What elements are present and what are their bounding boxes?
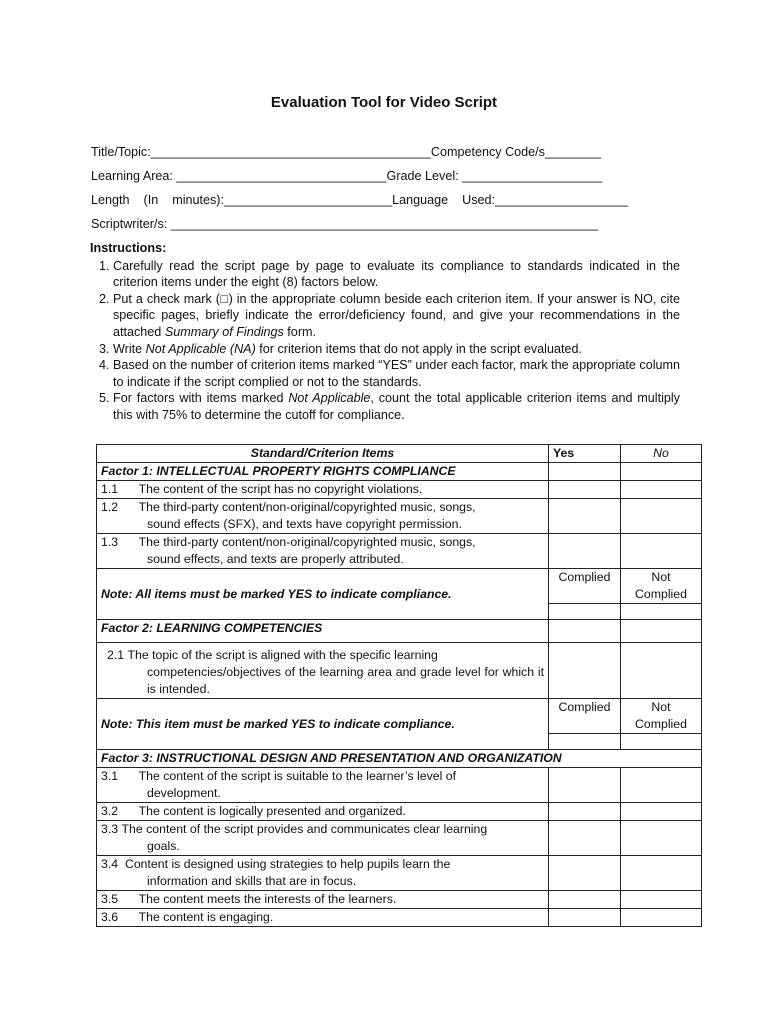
scriptwriter-field[interactable]: Scriptwriter/s: _____________________________________________________________: [91, 217, 599, 231]
complied-cell[interactable]: [549, 604, 621, 620]
table-row: [97, 803, 702, 821]
instruction-item: 3. Write Not Applicable (NA) for criterion items that do not apply in the script evaluated.: [113, 341, 680, 358]
table-row: [97, 499, 702, 534]
not-complied-label: Not Complied: [621, 569, 702, 604]
compliance-note: Note: All items must be marked YES to indicate compliance.: [97, 569, 549, 620]
table-row: [97, 856, 702, 891]
criterion-cell: 3.1 The content of the script is suitable to the learner’s level of development.: [97, 768, 549, 803]
document-title: Evaluation Tool for Video Script: [270, 94, 498, 111]
table-row: [97, 534, 702, 569]
yes-cell[interactable]: [549, 909, 621, 927]
no-cell[interactable]: [621, 909, 702, 927]
no-cell[interactable]: [621, 499, 702, 534]
table-row: [97, 891, 702, 909]
criterion-cell: 3.3 The content of the script provides and communicates clear learning goals.: [97, 821, 549, 856]
criterion-cell: 3.4 Content is designed using strategies to help pupils learn the information and skills that are in focus.: [97, 856, 549, 891]
instructions-section: [90, 240, 680, 424]
yes-cell[interactable]: [549, 821, 621, 856]
yes-cell[interactable]: [549, 856, 621, 891]
no-cell[interactable]: [621, 643, 702, 699]
criterion-cell: 1.1 The content of the script has no copyright violations.: [97, 481, 549, 499]
factor-title: Factor 2: LEARNING COMPETENCIES: [97, 620, 549, 643]
title-topic-field[interactable]: Title/Topic:________________________________________Competency Code/s________: [91, 145, 602, 159]
table-row: [97, 909, 702, 927]
yes-cell[interactable]: [549, 891, 621, 909]
factor-row: [97, 463, 702, 481]
yes-column-header: Yes: [549, 445, 621, 463]
table-row: [97, 481, 702, 499]
yes-cell[interactable]: [549, 768, 621, 803]
instruction-item: 5. For factors with items marked Not Applicable, count the total applicable criterion items and multiply this with 75% to determine the cutoff for compliance.: [113, 390, 680, 423]
complied-label: Complied: [549, 699, 621, 734]
note-row: [97, 699, 702, 734]
yes-cell[interactable]: [549, 534, 621, 569]
yes-cell[interactable]: [549, 463, 621, 481]
no-cell[interactable]: [621, 803, 702, 821]
criterion-cell: 3.5 The content meets the interests of the learners.: [97, 891, 549, 909]
no-cell[interactable]: [621, 821, 702, 856]
criterion-cell: 3.6 The content is engaging.: [97, 909, 549, 927]
factor-row: [97, 750, 702, 768]
learning-area-field[interactable]: Learning Area: ______________________________Grade Level: ____________________: [91, 169, 603, 183]
no-cell[interactable]: [621, 481, 702, 499]
table-row: [97, 821, 702, 856]
factor-row: [97, 620, 702, 643]
yes-cell[interactable]: [549, 803, 621, 821]
not-complied-cell[interactable]: [621, 604, 702, 620]
criterion-cell: 3.2 The content is logically presented and organized.: [97, 803, 549, 821]
length-language-field[interactable]: Length (In minutes):________________________Language Used:___________________: [91, 193, 629, 207]
yes-cell[interactable]: [549, 481, 621, 499]
criteria-column-header: Standard/Criterion Items: [97, 445, 549, 463]
note-row: [97, 569, 702, 604]
criterion-cell: 2.1 The topic of the script is aligned with the specific learning competencies/objectives of the learning area and grade level for which it is intended.: [97, 643, 549, 699]
no-cell[interactable]: [621, 620, 702, 643]
complied-cell[interactable]: [549, 734, 621, 750]
instructions-list: [90, 258, 680, 424]
criterion-cell: 1.3 The third-party content/non-original/copyrighted music, songs, sound effects, and texts are properly attributed.: [97, 534, 549, 569]
instruction-item: 1. Carefully read the script page by page to evaluate its compliance to standards indicated in the criterion items under the eight (8) factors below.: [113, 258, 680, 291]
not-complied-cell[interactable]: [621, 734, 702, 750]
instructions-heading: Instructions:: [90, 241, 167, 255]
no-column-header: No: [621, 445, 702, 463]
table-row: [97, 768, 702, 803]
yes-cell[interactable]: [549, 620, 621, 643]
criterion-cell: 1.2 The third-party content/non-original/copyrighted music, songs, sound effects (SFX), and texts have copyright permission.: [97, 499, 549, 534]
complied-label: Complied: [549, 569, 621, 604]
factor-title: Factor 3: INSTRUCTIONAL DESIGN AND PRESENTATION AND ORGANIZATION: [97, 750, 702, 768]
not-complied-label: Not Complied: [621, 699, 702, 734]
yes-cell[interactable]: [549, 643, 621, 699]
yes-cell[interactable]: [549, 499, 621, 534]
table-row: [97, 643, 702, 699]
no-cell[interactable]: [621, 534, 702, 569]
no-cell[interactable]: [621, 891, 702, 909]
instruction-item: 4. Based on the number of criterion items marked “YES” under each factor, mark the appropriate column to indicate if the script complied or not to the standards.: [113, 357, 680, 390]
factor-title: Factor 1: INTELLECTUAL PROPERTY RIGHTS COMPLIANCE: [97, 463, 549, 481]
no-cell[interactable]: [621, 768, 702, 803]
table-header-row: [97, 445, 702, 463]
compliance-note: Note: This item must be marked YES to indicate compliance.: [97, 699, 549, 750]
instruction-item: 2. Put a check mark (□) in the appropriate column beside each criterion item. If your answer is NO, cite specific pages, briefly indicate the error/deficiency found, and give your recommendations in the attached Summary of Findings form.: [113, 291, 680, 341]
no-cell[interactable]: [621, 463, 702, 481]
no-cell[interactable]: [621, 856, 702, 891]
criteria-table: [96, 444, 702, 927]
